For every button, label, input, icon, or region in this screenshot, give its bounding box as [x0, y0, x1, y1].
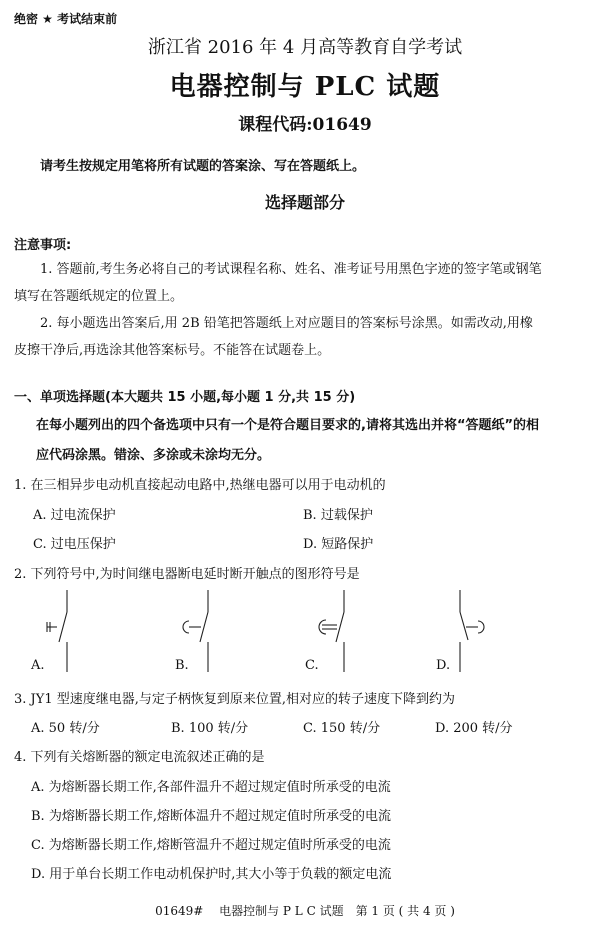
question-2-option-d: D.	[436, 658, 451, 673]
confidential-label: 绝密 ★ 考试结束前	[14, 12, 118, 26]
question-4-stem: 4. 下列有关熔断器的额定电流叙述正确的是	[14, 750, 265, 765]
question-3-option-a: A. 50 转/分	[31, 721, 100, 736]
question-4-option-a: A. 为熔断器长期工作,各部件温升不超过规定值时所承受的电流	[31, 780, 391, 795]
question-2-option-b: B.	[175, 658, 189, 673]
attention-heading: 注意事项:	[14, 238, 72, 253]
question-1-option-c: C. 过电压保护	[33, 537, 116, 552]
answer-notice: 请考生按规定用笔将所有试题的答案涂、写在答题纸上。	[40, 159, 366, 174]
question-1-stem: 1. 在三相异步电动机直接起动电路中,热继电器可以用于电动机的	[14, 478, 386, 493]
attention-item-2-line-2: 皮擦干净后,再选涂其他答案标号。不能答在试题卷上。	[14, 343, 331, 358]
course-code: 课程代码:01649	[238, 115, 372, 135]
question-3-option-c: C. 150 转/分	[303, 721, 381, 736]
question-4-option-d: D. 用于单台长期工作电动机保护时,其大小等于负载的额定电流	[31, 867, 392, 882]
part1-instruction-line-1: 在每小题列出的四个备选项中只有一个是符合题目要求的,请将其选出并将“答题纸”的相	[36, 418, 540, 433]
question-3-option-b: B. 100 转/分	[171, 721, 249, 736]
question-4-option-c: C. 为熔断器长期工作,熔断管温升不超过规定值时所承受的电流	[31, 838, 391, 853]
contact-symbol-c	[318, 590, 358, 672]
question-3-stem: 3. JY1 型速度继电器,与定子柄恢复到原来位置,相对应的转子速度下降到约为	[14, 692, 455, 707]
question-3-option-d: D. 200 转/分	[435, 721, 513, 736]
question-2-stem: 2. 下列符号中,为时间继电器断电延时断开触点的图形符号是	[14, 567, 360, 582]
attention-item-1-line-1: 1. 答题前,考生务必将自己的考试课程名称、姓名、准考证号用黑色字迹的签字笔或钢笔	[40, 262, 542, 277]
part1-heading: 一、单项选择题(本大题共 15 小题,每小题 1 分,共 15 分)	[14, 390, 356, 405]
question-2-option-a: A.	[31, 658, 45, 673]
exam-title: 浙江省 2016 年 4 月高等教育自学考试	[147, 37, 463, 58]
attention-item-1-line-2: 填写在答题纸规定的位置上。	[14, 289, 184, 304]
question-1-option-b: B. 过载保护	[303, 508, 373, 523]
attention-item-2-line-1: 2. 每小题选出答案后,用 2B 铅笔把答题纸上对应题目的答案标号涂黑。如需改动,用橡	[40, 316, 533, 331]
page-footer: 01649# 电器控制与 P L C 试题 第 1 页 ( 共 4 页 )	[155, 904, 455, 918]
part1-instruction-line-2: 应代码涂黑。错涂、多涂或未涂均无分。	[36, 448, 271, 463]
question-4-option-b: B. 为熔断器长期工作,熔断体温升不超过规定值时所承受的电流	[31, 809, 391, 824]
contact-symbol-d	[448, 590, 488, 672]
section-title: 选择题部分	[264, 193, 345, 212]
question-2-option-c: C.	[305, 658, 319, 673]
question-1-option-a: A. 过电流保护	[33, 508, 116, 523]
paper-title: 电器控制与 PLC 试题	[169, 72, 441, 102]
contact-symbol-b	[186, 590, 226, 672]
question-1-option-d: D. 短路保护	[303, 537, 374, 552]
contact-symbol-a	[42, 590, 82, 672]
